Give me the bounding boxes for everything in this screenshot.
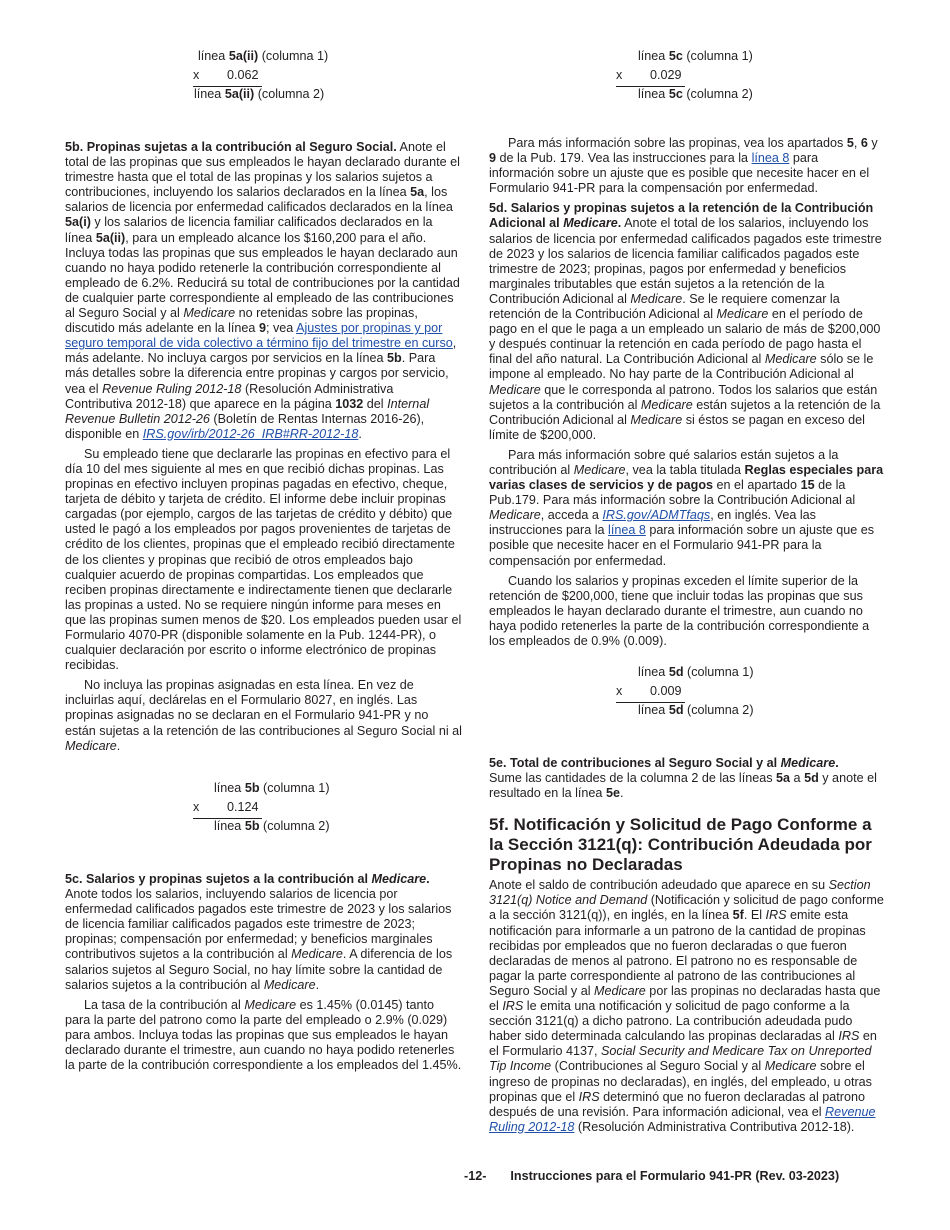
calc-rate: 0.062 xyxy=(227,67,259,82)
text: para información sobre un ajuste que es posible que necesite hacer en el Formulario 941-PR para la compensación por enfermedad. xyxy=(489,523,875,568)
calc-line-number: 5b xyxy=(244,819,260,833)
line-ref: 5f xyxy=(732,908,744,923)
tips-info xyxy=(489,136,886,196)
calc-col1: (columna 1) xyxy=(261,49,329,63)
calc-multiply-sign: x xyxy=(193,67,200,82)
text: , para un empleado alcance los $160,200 para el año. Incluya todas las propinas que sus empleados le hayan declarado aun cuando no haya podido retenerle la contribución correspondiente al empleado de 6.2%. Reducirá su total de contribuciones por la cantidad de cualquier parte correspondiente al empleado de las contribuciones al Seguro Social y al xyxy=(65,230,460,321)
text: . Se le requiere comenzar la retención de la Contribución Adicional al xyxy=(489,291,840,322)
text: (Resolución Administrativa Contributiva 2012-18). xyxy=(574,1119,855,1134)
calc-col2: (columna 2) xyxy=(263,819,330,833)
text: , más adelante. No incluya cargos por servicios en la línea xyxy=(65,336,457,366)
calc-line-5d xyxy=(616,665,761,722)
text-italic: Medicare xyxy=(573,462,626,477)
text: para información sobre un ajuste que es posible que necesite hacer en el Formulario 941-PR para la compensación por enfermedad. xyxy=(489,151,870,196)
text-italic: Medicare xyxy=(263,977,316,992)
page-footer xyxy=(464,1169,839,1183)
text: sobre el ingreso de propinas no declaradas), en inglés, del empleado, u otras propinas que el xyxy=(489,1059,872,1104)
section-ref: 15 xyxy=(800,478,815,493)
text: ; vea xyxy=(265,321,297,336)
text: Anote el total de las propinas que sus empleados le hayan declarado durante el trimestre hasta que el total de las propinas y los salarios sujetos a contribuciones, incluyendo los salarios declarados en la línea xyxy=(65,140,460,200)
link-linea-8[interactable]: línea 8 xyxy=(608,523,646,538)
section-5f-heading: 5f. Notificación y Solicitud de Pago Conforme a la Sección 3121(q): Contribución Adeudada por Propinas no Declaradas xyxy=(489,815,872,875)
text: a xyxy=(790,771,805,786)
text-italic: Medicare xyxy=(764,352,817,367)
text: en el apartado xyxy=(713,478,801,493)
text-italic: Medicare xyxy=(640,397,693,412)
text: sólo se le impone al empleado. No hay parte de la Contribución Adicional al xyxy=(489,352,874,382)
section-5b-allocated-tips xyxy=(65,678,462,753)
text: 5d. Salarios y propinas sujetos a la retención de la Contribución Adicional al xyxy=(489,201,874,231)
calc-line-label: línea xyxy=(214,819,242,833)
line-ref: 5b xyxy=(387,351,402,366)
text-italic: Medicare xyxy=(780,756,836,770)
text: . A diferencia de los salarios sujetos al Seguro Social, no hay límite sobre la cantidad de salarios sujetos a la contribución al xyxy=(65,947,453,992)
line-ref: 5d xyxy=(804,771,819,786)
calc-rate: 0.009 xyxy=(650,683,682,698)
text: Sume las cantidades de la columna 2 de las líneas xyxy=(489,771,777,786)
text: No incluya las propinas asignadas en esta línea. En vez de incluirlas aquí, declárelas en el Formulario 8027, en inglés. Las propinas asignadas no se declaran en el Formulario 941-PR y no están sujetas a la retención de las contribuciones al Seguro Social ni al xyxy=(65,678,462,738)
text: . xyxy=(426,872,430,886)
calc-line-number: 5a(ii) xyxy=(228,49,259,63)
section-5e xyxy=(489,756,886,801)
calc-col1: (columna 1) xyxy=(263,781,330,795)
calc-line-label: línea xyxy=(214,781,242,795)
text: emite esta notificación para informarle a un patrono de la cantidad de propinas recibidas por empleados que no fueron declaradas o que fueron declaradas de menos al patrono. El patrono no es responsable de pagar la parte correspondiente al patrono de las contribuciones al Seguro Social y al xyxy=(489,908,866,998)
calc-col2: (columna 2) xyxy=(257,87,325,101)
text: , acceda a xyxy=(540,508,603,523)
page-number: -12- xyxy=(464,1169,487,1183)
section-5b xyxy=(65,140,462,754)
text-italic: Medicare xyxy=(489,508,541,523)
calc-line-5c xyxy=(616,49,761,106)
calc-line-5a-ii xyxy=(193,49,338,106)
section-5b-intro xyxy=(65,140,462,442)
line-ref: 5a xyxy=(410,185,425,200)
calc-line-label: línea xyxy=(198,49,226,63)
section-5f-body xyxy=(489,878,886,1135)
calc-line-label: línea xyxy=(638,703,666,717)
calc-col1: (columna 1) xyxy=(687,665,754,679)
section-5d-more-info xyxy=(489,448,886,569)
text-italic: Medicare xyxy=(764,1059,817,1074)
section-5d-intro xyxy=(489,201,886,443)
line-ref: 5a(i) xyxy=(65,215,91,230)
text: (Notificación y solicitud de pago conforme a la sección 3121(q)), en inglés, en la línea xyxy=(489,893,884,923)
text: . Para más detalles sobre la diferencia entre propinas y cargos por servicio, vea el xyxy=(65,351,449,396)
calc-rate: 0.124 xyxy=(227,799,259,814)
text-italic: Revenue Ruling 2012-18 xyxy=(102,381,242,396)
text: . xyxy=(835,756,839,770)
calc-multiply-sign: x xyxy=(193,799,200,814)
text: Anote el saldo de contribución adeudado que aparece en su xyxy=(489,878,829,893)
text: . El xyxy=(743,908,766,923)
link-irs-irb-2012-26[interactable]: IRS.gov/irb/2012-26_IRB#RR-2012-18 xyxy=(142,426,359,441)
link-linea-8[interactable]: línea 8 xyxy=(751,151,790,166)
right-column-bottom xyxy=(489,756,886,1135)
text: . xyxy=(116,738,121,753)
calc-line-5b xyxy=(193,781,338,838)
calc-rate: 0.029 xyxy=(650,67,682,82)
calc-line-number: 5a(ii) xyxy=(224,87,255,101)
link-revenue-ruling[interactable]: Revenue Ruling 2012-18 xyxy=(489,1104,876,1134)
section-ref: 5 xyxy=(846,136,854,150)
text-italic: Social Security and Medicare Tax on Unreported Tip Income xyxy=(489,1044,872,1074)
section-ref: 6 xyxy=(860,136,868,150)
text: (Contribuciones al Seguro Social y al xyxy=(551,1059,765,1074)
text: de la Pub.179. Para más información sobre la Contribución Adicional al xyxy=(489,478,856,508)
text: en el período de pago en el que le paga a un empleado un salario de más de $200,000 y después continuar la retención en cada período de pago hasta el final del año natural. La Contribución Adicional al xyxy=(489,307,881,367)
text: , los salarios de licencia por enfermedad calificados declarados en la línea xyxy=(65,185,453,215)
text-italic: Medicare xyxy=(244,997,297,1012)
section-ref: 9 xyxy=(489,151,497,166)
text: si éstos se pagan en exceso del límite de $200,000. xyxy=(489,412,865,442)
calc-multiply-sign: x xyxy=(616,67,623,82)
section-5b-heading: 5b. Propinas sujetas a la contribución al Seguro Social. xyxy=(65,140,397,154)
calc-line-number: 5c xyxy=(668,87,683,101)
section-5b-cash-tips: Su empleado tiene que declararle las propinas en efectivo para el día 10 del mes siguiente al mes en que recibió dichas propinas. Las propinas en efectivo incluyen propinas pagadas en efectivo, cheque, tarjeta de débito y tarjeta de crédito. El informe debe incluir propinas cargadas (por ejemplo, cargos de las tarjetas de crédito y débito) que usted le pagó a los empleados por pagos provenientes de tarjetas de crédito de los clientes, propinas que el empleado recibió directamente de los clientes y propinas que recibió de otros empleados bajo cualquier acuerdo de propinas compartidas. Los empleados que reciben propinas directamente e indirectamente tienen que declararle las propinas a usted. No se requiere ningún informe para meses en que las propinas sumen menos de $20. Los empleados pueden usar el Formulario 4070-PR (disponible solamente en la Pub. 1244-PR), o cualquier declaración por escrito o informe electrónico de propinas recibidas. xyxy=(65,446,462,673)
section-5c-rate xyxy=(65,998,462,1073)
calc-col2: (columna 2) xyxy=(687,703,754,717)
text: de la Pub. 179. Vea las instrucciones para la xyxy=(496,151,752,166)
text-italic: IRS xyxy=(502,999,524,1014)
section-5c-intro xyxy=(65,872,462,993)
link-irs-admtfaqs[interactable]: IRS.gov/ADMTfaqs xyxy=(602,508,711,523)
text: , vea la tabla titulada xyxy=(625,462,745,477)
text: , xyxy=(853,136,861,150)
text: . xyxy=(358,426,362,441)
calc-line-label: línea xyxy=(638,87,666,101)
text-italic: Section 3121(q) Notice and Demand xyxy=(489,878,871,908)
text: le emita una notificación y solicitud de pago conforme a la sección 3121(q) a dicho patrono. La contribución adeudada pudo haber sido determinada calculando las propinas declaradas al xyxy=(489,999,853,1044)
text: 5e. Total de contribuciones al Seguro Social y al xyxy=(489,756,781,770)
text: determinó que no fueron declaradas al patrono después de una revisión. Para información adicional, vea el xyxy=(489,1089,865,1119)
text-italic: Medicare xyxy=(630,291,683,306)
page-ref: 1032 xyxy=(335,396,364,411)
line-ref: 5a(ii) xyxy=(95,230,126,245)
text: están sujetos a la retención de la Contribución Adicional al xyxy=(489,397,881,427)
text: 5c. Salarios y propinas sujetos a la contribución al xyxy=(65,872,372,886)
text-bold: Reglas especiales para varias clases de servicios y de pagos xyxy=(489,462,884,493)
calc-line-number: 5d xyxy=(668,703,684,717)
calc-line-number: 5c xyxy=(668,49,683,63)
link-ajustes-propinas[interactable]: Ajustes por propinas y por seguro temporal de vida colectivo a término fijo del trimestre en curso xyxy=(65,321,453,351)
text-italic: Medicare xyxy=(291,947,343,962)
text: del xyxy=(363,396,388,411)
calc-multiply-sign: x xyxy=(616,683,623,698)
text-italic: Medicare xyxy=(489,382,541,397)
text-italic: IRS xyxy=(578,1089,600,1104)
text: (Boletín de Rentas Internas 2016-26), disponible en xyxy=(65,411,425,441)
text: . xyxy=(617,216,622,231)
text: que le corresponda al patrono. Todos los salarios que están sujetos a la contribución al xyxy=(489,382,878,412)
text: Para más información sobre las propinas, vea los apartados xyxy=(508,136,847,150)
calc-line-label: línea xyxy=(638,49,666,63)
text-italic: IRS xyxy=(838,1029,860,1044)
right-column-top xyxy=(489,136,886,649)
calc-line-number: 5b xyxy=(244,781,260,795)
calc-col2: (columna 2) xyxy=(686,87,753,101)
text-italic: Medicare xyxy=(563,216,618,231)
text-italic: Medicare xyxy=(183,306,236,321)
calc-line-label: línea xyxy=(638,665,666,679)
line-ref: 5a xyxy=(776,771,791,786)
text-italic: Medicare xyxy=(716,307,769,322)
text-italic: IRS xyxy=(765,908,787,923)
section-5d-limit: Cuando los salarios y propinas exceden el límite superior de la retención de $200,000, tiene que incluir todas las propinas que sus empleados le hayan declarado durante el trimestre, aun cuando no haya podido retenerles la parte de la contribución correspondiente a los empleados de 0.9% (0.009). xyxy=(489,573,870,648)
text: Para más información sobre qué salarios están sujetos a la contribución al xyxy=(489,447,839,477)
text: no retenidas sobre las propinas, discutido más adelante en la línea xyxy=(65,306,418,336)
section-5c xyxy=(65,872,462,1073)
calc-col1: (columna 1) xyxy=(686,49,753,63)
line-ref: 5e xyxy=(605,786,620,801)
text-italic: Medicare xyxy=(630,412,683,427)
text: Anote todos los salarios, incluyendo salarios de licencia por enfermedad calificados pagados este trimestre de 2023 y los salarios de licencia familiar calificados pagados este trimestre de 2023; propinas; compensación por enfermedad; y beneficios marginales contributivos sujetos a la contribución al xyxy=(65,887,452,962)
text: y anote el resultado en la línea xyxy=(489,771,877,801)
section-5e-heading xyxy=(489,756,839,770)
text: en el Formulario 4137, xyxy=(489,1029,877,1059)
text-italic: Medicare xyxy=(65,738,117,753)
calc-line-number: 5d xyxy=(668,665,684,679)
text: Anote el total de los salarios, incluyendo los salarios de licencia por enfermedad calificados pagados este trimestre de 2023 y los salarios de licencia familiar calificados pagados este trimestre de 2023; propinas, pagos por enfermedad y beneficios marginales tributables que están sujetos a la retención de la Contribución Adicional al xyxy=(489,216,882,306)
text: y los salarios de licencia familiar calificados declarados en la línea xyxy=(65,215,433,245)
text: , en inglés. Vea las instrucciones para la xyxy=(489,508,816,538)
text: La tasa de la contribución al xyxy=(84,997,245,1012)
text: por las propinas no declaradas hasta que el xyxy=(489,983,881,1014)
footer-title: Instrucciones para el Formulario 941-PR (Rev. 03-2023) xyxy=(510,1169,840,1183)
text: . xyxy=(315,977,320,992)
text: . xyxy=(619,786,624,801)
section-5c-heading xyxy=(65,872,430,886)
line-ref: 9 xyxy=(258,321,266,336)
text-italic: Internal Revenue Bulletin 2012-26 xyxy=(65,396,430,426)
calc-line-label: línea xyxy=(194,87,222,101)
text-italic: Medicare xyxy=(594,983,646,998)
text: es 1.45% (0.0145) tanto para la parte del patrono como la parte del empleado o 2.9% (0.029) para ambos. Incluya todas las propinas que sus empleados le hayan declarado durante el trimestre, aun cuando no haya podido retenerles la parte de la contribución correspondiente a los empleados del 1.45%. xyxy=(65,997,462,1073)
text: y xyxy=(867,136,878,150)
text: (Resolución Administrativa Contributiva 2012-18) que aparece en la página xyxy=(65,381,394,411)
text-italic: Medicare xyxy=(371,872,427,886)
